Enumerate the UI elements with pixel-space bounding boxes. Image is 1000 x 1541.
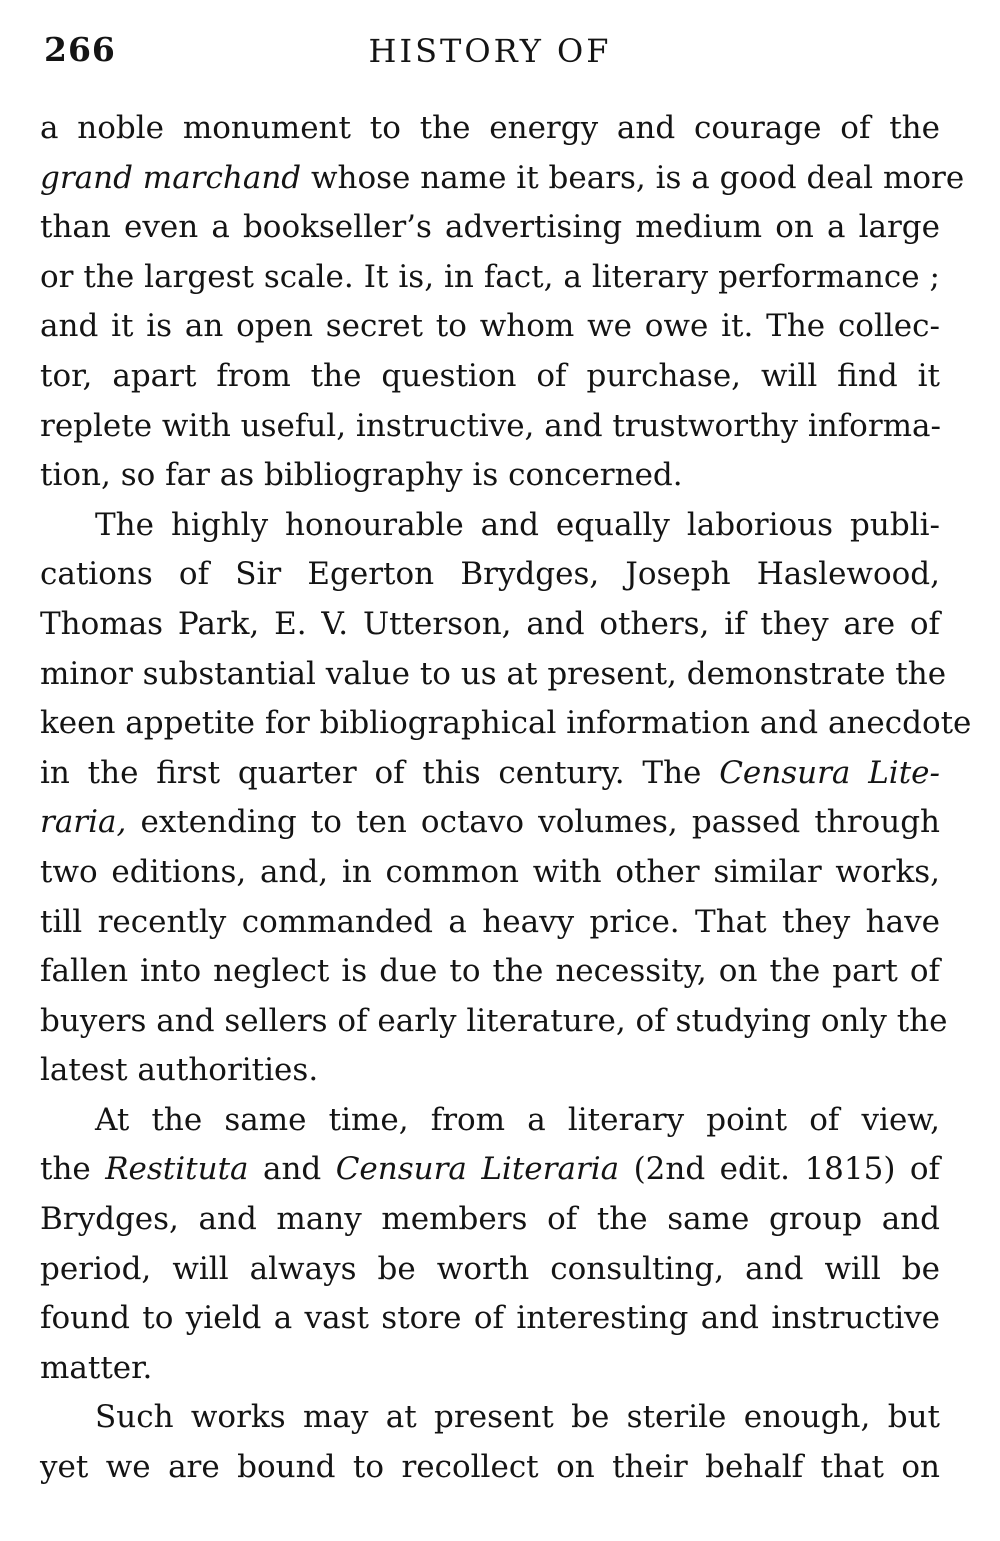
- text-line: [40, 1046, 940, 1096]
- text-line: [40, 947, 940, 997]
- text-run: fallen into neglect is due to the necessity, on the part of: [40, 953, 940, 990]
- text-run: Brydges, and many members of the same group and: [40, 1201, 940, 1238]
- italic-text: Censura Literaria: [335, 1151, 620, 1188]
- text-run: latest authorities.: [40, 1052, 319, 1089]
- text-line: [40, 1096, 940, 1146]
- text-line: [40, 699, 972, 749]
- text-line: [40, 550, 940, 600]
- text-line: [40, 650, 947, 700]
- page-number: 266: [44, 30, 116, 69]
- text-run: matter.: [40, 1349, 153, 1386]
- text-line: [40, 997, 948, 1047]
- text-line: [40, 1245, 940, 1295]
- text-line: [40, 154, 965, 204]
- text-run: minor substantial value to us at present, demonstrate the: [40, 655, 947, 692]
- text-run: whose name it bears, is a good deal more: [301, 159, 965, 196]
- running-head: [40, 30, 940, 82]
- italic-text: Restituta: [105, 1151, 249, 1188]
- text-line: [40, 749, 940, 799]
- text-run: the: [40, 1151, 106, 1188]
- text-run: extending to ten octavo volumes, passed through: [126, 804, 940, 841]
- text-run: cations of Sir Egerton Brydges, Joseph Haslewood,: [40, 556, 940, 593]
- text-line: [40, 798, 940, 848]
- text-run: in the first quarter of this century. The: [40, 754, 720, 791]
- text-line: [40, 1294, 940, 1344]
- text-run: keen appetite for bibliographical information and anecdote: [40, 705, 972, 742]
- body-text: [40, 104, 972, 1493]
- text-line: [40, 1145, 940, 1195]
- text-line: [40, 1195, 940, 1245]
- text-line: [40, 104, 940, 154]
- text-line: [40, 302, 940, 352]
- text-run: At the same time, from a literary point of view,: [95, 1101, 940, 1138]
- italic-text: raria,: [40, 804, 127, 841]
- text-run: found to yield a vast store of interesting and instructive: [40, 1300, 940, 1337]
- text-run: a noble monument to the energy and courage of the: [40, 110, 940, 146]
- text-run: period, will always be worth consulting, and will be: [40, 1250, 940, 1287]
- text-run: replete with useful, instructive, and trustworthy informa-: [40, 407, 942, 444]
- text-run: two editions, and, in common with other similar works,: [40, 853, 940, 890]
- text-run: till recently commanded a heavy price. That they have: [40, 903, 940, 940]
- text-run: and it is an open secret to whom we owe it. The collec-: [40, 308, 940, 345]
- running-title: HISTORY OF: [368, 32, 612, 70]
- text-line: [40, 352, 940, 402]
- text-line: [40, 1344, 940, 1394]
- text-line: [40, 1393, 940, 1443]
- text-line: [40, 203, 940, 253]
- text-run: tor, apart from the question of purchase, will find it: [40, 357, 940, 394]
- text-run: than even a bookseller’s advertising medium on a large: [40, 209, 940, 246]
- text-run: buyers and sellers of early literature, of studying only the: [40, 1002, 948, 1039]
- text-line: [40, 848, 940, 898]
- text-line: [40, 898, 940, 948]
- text-line: [40, 451, 940, 501]
- book-page: [40, 30, 972, 1493]
- text-line: [40, 600, 940, 650]
- text-run: yet we are bound to recollect on their behalf that on: [40, 1449, 940, 1486]
- text-line: [40, 501, 940, 551]
- text-run: tion, so far as bibliography is concerned.: [40, 457, 683, 494]
- text-line: [40, 402, 940, 452]
- text-run: Thomas Park, E. V. Utterson, and others, if they are of: [40, 605, 940, 642]
- text-run: Such works may at present be sterile enough, but: [95, 1399, 940, 1436]
- italic-text: Censura Lite-: [719, 754, 940, 791]
- text-line: [40, 1443, 940, 1493]
- text-run: The highly honourable and equally laborious publi-: [95, 506, 940, 543]
- text-run: or the largest scale. It is, in fact, a literary performance ;: [40, 258, 940, 295]
- text-run: (2nd edit. 1815) of: [619, 1151, 940, 1188]
- italic-text: grand marchand: [40, 159, 302, 196]
- text-line: [40, 253, 940, 303]
- text-run: and: [248, 1151, 336, 1188]
